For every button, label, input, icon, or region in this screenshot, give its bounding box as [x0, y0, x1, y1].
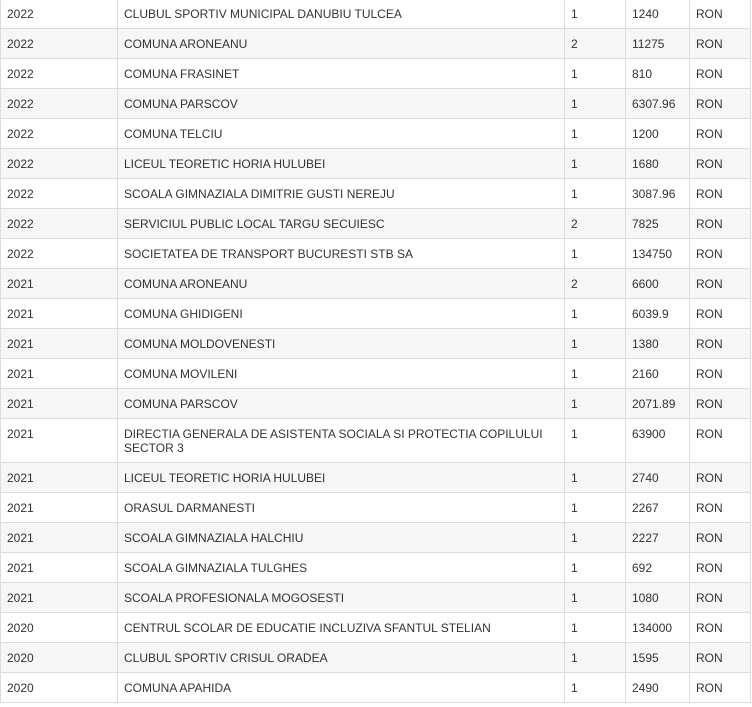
currency-cell: RON — [690, 239, 751, 269]
table-row — [1, 149, 751, 179]
amount-cell: 2490 — [626, 673, 690, 703]
year-cell: 2020 — [1, 673, 118, 703]
count-cell: 1 — [565, 359, 626, 389]
count-cell: 1 — [565, 119, 626, 149]
institution-name-cell: ORASUL DARMANESTI — [118, 493, 565, 523]
institution-name-cell: SCOALA GIMNAZIALA TULGHES — [118, 553, 565, 583]
year-cell: 2020 — [1, 643, 118, 673]
year-cell: 2022 — [1, 119, 118, 149]
currency-cell: RON — [690, 583, 751, 613]
year-cell: 2022 — [1, 89, 118, 119]
year-cell: 2021 — [1, 269, 118, 299]
count-cell: 1 — [565, 329, 626, 359]
amount-cell: 1595 — [626, 643, 690, 673]
table-row — [1, 29, 751, 59]
amount-cell: 1380 — [626, 329, 690, 359]
amount-cell: 1680 — [626, 149, 690, 179]
count-cell: 1 — [565, 613, 626, 643]
amount-cell: 6600 — [626, 269, 690, 299]
count-cell: 1 — [565, 673, 626, 703]
count-cell: 1 — [565, 553, 626, 583]
table-row — [1, 359, 751, 389]
currency-cell: RON — [690, 59, 751, 89]
count-cell: 1 — [565, 643, 626, 673]
year-cell: 2020 — [1, 613, 118, 643]
currency-cell: RON — [690, 643, 751, 673]
institution-name-cell: SERVICIUL PUBLIC LOCAL TARGU SECUIESC — [118, 209, 565, 239]
table-row — [1, 239, 751, 269]
currency-cell: RON — [690, 119, 751, 149]
count-cell: 1 — [565, 179, 626, 209]
institution-name-cell: COMUNA ARONEANU — [118, 269, 565, 299]
currency-cell: RON — [690, 389, 751, 419]
institution-name-cell: DIRECTIA GENERALA DE ASISTENTA SOCIALA SI PROTECTIA COPILULUI SECTOR 3 — [118, 419, 565, 463]
currency-cell: RON — [690, 149, 751, 179]
institution-name-cell: COMUNA ARONEANU — [118, 29, 565, 59]
currency-cell: RON — [690, 493, 751, 523]
institution-name-cell: LICEUL TEORETIC HORIA HULUBEI — [118, 463, 565, 493]
count-cell: 2 — [565, 269, 626, 299]
table-row — [1, 209, 751, 239]
year-cell: 2022 — [1, 179, 118, 209]
currency-cell: RON — [690, 179, 751, 209]
count-cell: 1 — [565, 583, 626, 613]
table-row — [1, 493, 751, 523]
amount-cell: 11275 — [626, 29, 690, 59]
institution-name-cell: SCOALA GIMNAZIALA DIMITRIE GUSTI NEREJU — [118, 179, 565, 209]
table-row — [1, 119, 751, 149]
institution-name-cell: COMUNA GHIDIGENI — [118, 299, 565, 329]
year-cell: 2021 — [1, 493, 118, 523]
count-cell: 1 — [565, 299, 626, 329]
table-row — [1, 89, 751, 119]
amount-cell: 2160 — [626, 359, 690, 389]
institution-name-cell: SCOALA GIMNAZIALA HALCHIU — [118, 523, 565, 553]
amount-cell: 134000 — [626, 613, 690, 643]
year-cell: 2021 — [1, 463, 118, 493]
year-cell: 2022 — [1, 0, 118, 29]
table-row — [1, 523, 751, 553]
institution-name-cell: COMUNA PARSCOV — [118, 389, 565, 419]
institution-name-cell: CENTRUL SCOLAR DE EDUCATIE INCLUZIVA SFANTUL STELIAN — [118, 613, 565, 643]
table-row — [1, 179, 751, 209]
year-cell: 2022 — [1, 209, 118, 239]
count-cell: 1 — [565, 389, 626, 419]
count-cell: 1 — [565, 493, 626, 523]
amount-cell: 2227 — [626, 523, 690, 553]
currency-cell: RON — [690, 419, 751, 463]
table-row — [1, 643, 751, 673]
table-row — [1, 0, 751, 29]
count-cell: 2 — [565, 209, 626, 239]
amount-cell: 63900 — [626, 419, 690, 463]
year-cell: 2021 — [1, 359, 118, 389]
amount-cell: 7825 — [626, 209, 690, 239]
table-row — [1, 673, 751, 703]
institution-name-cell: COMUNA FRASINET — [118, 59, 565, 89]
year-cell: 2021 — [1, 419, 118, 463]
year-cell: 2021 — [1, 553, 118, 583]
year-cell: 2022 — [1, 239, 118, 269]
year-cell: 2022 — [1, 59, 118, 89]
count-cell: 1 — [565, 0, 626, 29]
institution-name-cell: COMUNA TELCIU — [118, 119, 565, 149]
currency-cell: RON — [690, 0, 751, 29]
institution-name-cell: LICEUL TEORETIC HORIA HULUBEI — [118, 149, 565, 179]
table-row — [1, 553, 751, 583]
institution-name-cell: COMUNA PARSCOV — [118, 89, 565, 119]
amount-cell: 134750 — [626, 239, 690, 269]
table-row — [1, 59, 751, 89]
currency-cell: RON — [690, 613, 751, 643]
year-cell: 2021 — [1, 299, 118, 329]
currency-cell: RON — [690, 269, 751, 299]
year-cell: 2021 — [1, 389, 118, 419]
currency-cell: RON — [690, 29, 751, 59]
table-row — [1, 269, 751, 299]
currency-cell: RON — [690, 673, 751, 703]
count-cell: 1 — [565, 89, 626, 119]
year-cell: 2022 — [1, 149, 118, 179]
currency-cell: RON — [690, 299, 751, 329]
currency-cell: RON — [690, 463, 751, 493]
amount-cell: 2267 — [626, 493, 690, 523]
currency-cell: RON — [690, 359, 751, 389]
currency-cell: RON — [690, 209, 751, 239]
count-cell: 1 — [565, 59, 626, 89]
count-cell: 1 — [565, 149, 626, 179]
amount-cell: 1240 — [626, 0, 690, 29]
year-cell: 2021 — [1, 583, 118, 613]
year-cell: 2021 — [1, 329, 118, 359]
table-row — [1, 613, 751, 643]
count-cell: 1 — [565, 523, 626, 553]
table-row — [1, 583, 751, 613]
currency-cell: RON — [690, 523, 751, 553]
institution-name-cell: CLUBUL SPORTIV MUNICIPAL DANUBIU TULCEA — [118, 0, 565, 29]
records-table-body — [1, 0, 751, 703]
amount-cell: 810 — [626, 59, 690, 89]
count-cell: 1 — [565, 239, 626, 269]
currency-cell: RON — [690, 553, 751, 583]
amount-cell: 6039.9 — [626, 299, 690, 329]
amount-cell: 1080 — [626, 583, 690, 613]
currency-cell: RON — [690, 329, 751, 359]
institution-name-cell: COMUNA MOVILENI — [118, 359, 565, 389]
amount-cell: 3087.96 — [626, 179, 690, 209]
institution-name-cell: COMUNA MOLDOVENESTI — [118, 329, 565, 359]
table-row — [1, 419, 751, 463]
count-cell: 1 — [565, 463, 626, 493]
amount-cell: 692 — [626, 553, 690, 583]
table-row — [1, 389, 751, 419]
table-row — [1, 329, 751, 359]
amount-cell: 6307.96 — [626, 89, 690, 119]
count-cell: 1 — [565, 419, 626, 463]
year-cell: 2022 — [1, 29, 118, 59]
year-cell: 2021 — [1, 523, 118, 553]
institution-name-cell: SOCIETATEA DE TRANSPORT BUCURESTI STB SA — [118, 239, 565, 269]
amount-cell: 1200 — [626, 119, 690, 149]
institution-name-cell: SCOALA PROFESIONALA MOGOSESTI — [118, 583, 565, 613]
table-row — [1, 463, 751, 493]
institution-name-cell: CLUBUL SPORTIV CRISUL ORADEA — [118, 643, 565, 673]
institution-name-cell: COMUNA APAHIDA — [118, 673, 565, 703]
amount-cell: 2740 — [626, 463, 690, 493]
count-cell: 2 — [565, 29, 626, 59]
amount-cell: 2071.89 — [626, 389, 690, 419]
currency-cell: RON — [690, 89, 751, 119]
table-row — [1, 299, 751, 329]
